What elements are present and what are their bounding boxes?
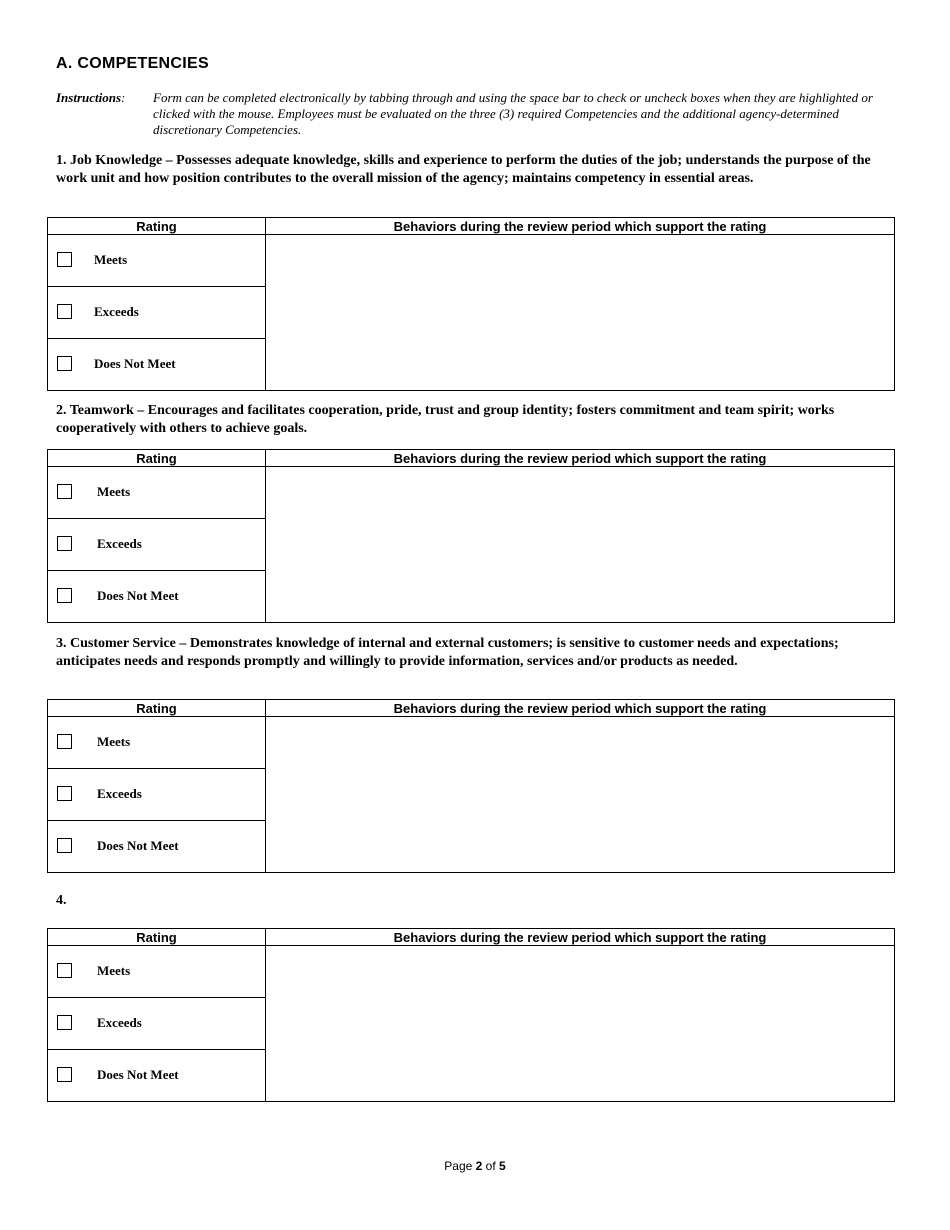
- does-not-meet-checkbox[interactable]: [57, 588, 72, 603]
- meets-checkbox[interactable]: [57, 734, 72, 749]
- meets-checkbox[interactable]: [57, 963, 72, 978]
- rating-option-exceeds: [48, 998, 266, 1050]
- competency-2-heading: 2. Teamwork – Encourages and facilitates cooperation, pride, trust and group identity; fosters commitment and team spirit; works cooperatively with others to achieve goals.: [56, 403, 835, 436]
- meets-checkbox[interactable]: [57, 484, 72, 499]
- behaviors-column-header: Behaviors during the review period which support the rating: [266, 700, 895, 717]
- rating-option-does-not-meet: [48, 339, 266, 391]
- rating-column-header: Rating: [48, 929, 266, 946]
- rating-option-meets: [48, 235, 266, 287]
- exceeds-checkbox[interactable]: [57, 536, 72, 551]
- behaviors-column-header: Behaviors during the review period which support the rating: [266, 450, 895, 467]
- competency-2-rating-table: [47, 449, 895, 623]
- rating-column-header: Rating: [48, 218, 266, 235]
- exceeds-label: Exceeds: [97, 785, 142, 801]
- meets-label: Meets: [97, 483, 131, 499]
- competency-4-rating-table: [47, 928, 895, 1102]
- exceeds-label: Exceeds: [97, 535, 142, 551]
- rating-option-does-not-meet: [48, 1050, 266, 1102]
- competency-4-heading: 4.: [56, 893, 67, 908]
- does-not-meet-label: Does Not Meet: [94, 355, 176, 371]
- behaviors-column-header: Behaviors during the review period which support the rating: [266, 929, 895, 946]
- rating-column-header: Rating: [48, 450, 266, 467]
- page-number: Page 2 of 5: [444, 1159, 506, 1173]
- rating-option-meets: [48, 467, 266, 519]
- rating-option-meets: [48, 717, 266, 769]
- does-not-meet-label: Does Not Meet: [97, 1066, 179, 1082]
- does-not-meet-checkbox[interactable]: [57, 356, 72, 371]
- does-not-meet-label: Does Not Meet: [97, 587, 179, 603]
- competency-1-rating-table: [47, 217, 895, 391]
- exceeds-checkbox[interactable]: [57, 1015, 72, 1030]
- rating-option-does-not-meet: [48, 821, 266, 873]
- rating-option-exceeds: [48, 519, 266, 571]
- does-not-meet-checkbox[interactable]: [57, 1067, 72, 1082]
- behaviors-column-header: Behaviors during the review period which support the rating: [266, 218, 895, 235]
- instructions-label: Instructions:: [56, 90, 126, 105]
- rating-option-exceeds: [48, 287, 266, 339]
- instructions-text: Form can be completed electronically by tabbing through and using the space bar to check or uncheck boxes when they are highlighted or clicked with the mouse. Employees must be evaluated on the three (3) required Competencies and the additional agency-determined discretionary Competencies.: [153, 90, 873, 137]
- rating-option-exceeds: [48, 769, 266, 821]
- rating-column-header: Rating: [48, 700, 266, 717]
- meets-label: Meets: [97, 962, 131, 978]
- exceeds-checkbox[interactable]: [57, 786, 72, 801]
- exceeds-label: Exceeds: [94, 303, 139, 319]
- does-not-meet-label: Does Not Meet: [97, 837, 179, 853]
- section-title: A. COMPETENCIES: [56, 55, 209, 72]
- behaviors-field[interactable]: [266, 467, 895, 623]
- does-not-meet-checkbox[interactable]: [57, 838, 72, 853]
- exceeds-checkbox[interactable]: [57, 304, 72, 319]
- behaviors-field[interactable]: [266, 946, 895, 1102]
- behaviors-field[interactable]: [266, 717, 895, 873]
- exceeds-label: Exceeds: [97, 1014, 142, 1030]
- rating-option-does-not-meet: [48, 571, 266, 623]
- competency-3-heading: 3. Customer Service – Demonstrates knowledge of internal and external customers; is sensitive to customer needs and expectations; anticipates needs and responds promptly and willingly to provide information, services and/or products as needed.: [56, 636, 839, 669]
- competency-3-rating-table: [47, 699, 895, 873]
- rating-option-meets: [48, 946, 266, 998]
- meets-label: Meets: [94, 251, 128, 267]
- meets-checkbox[interactable]: [57, 252, 72, 267]
- behaviors-field[interactable]: [266, 235, 895, 391]
- competency-1-heading: 1. Job Knowledge – Possesses adequate knowledge, skills and experience to perform the duties of the job; understands the purpose of the work unit and how position contributes to the overall mission of the agency; maintains competency in essential areas.: [56, 153, 871, 186]
- meets-label: Meets: [97, 733, 131, 749]
